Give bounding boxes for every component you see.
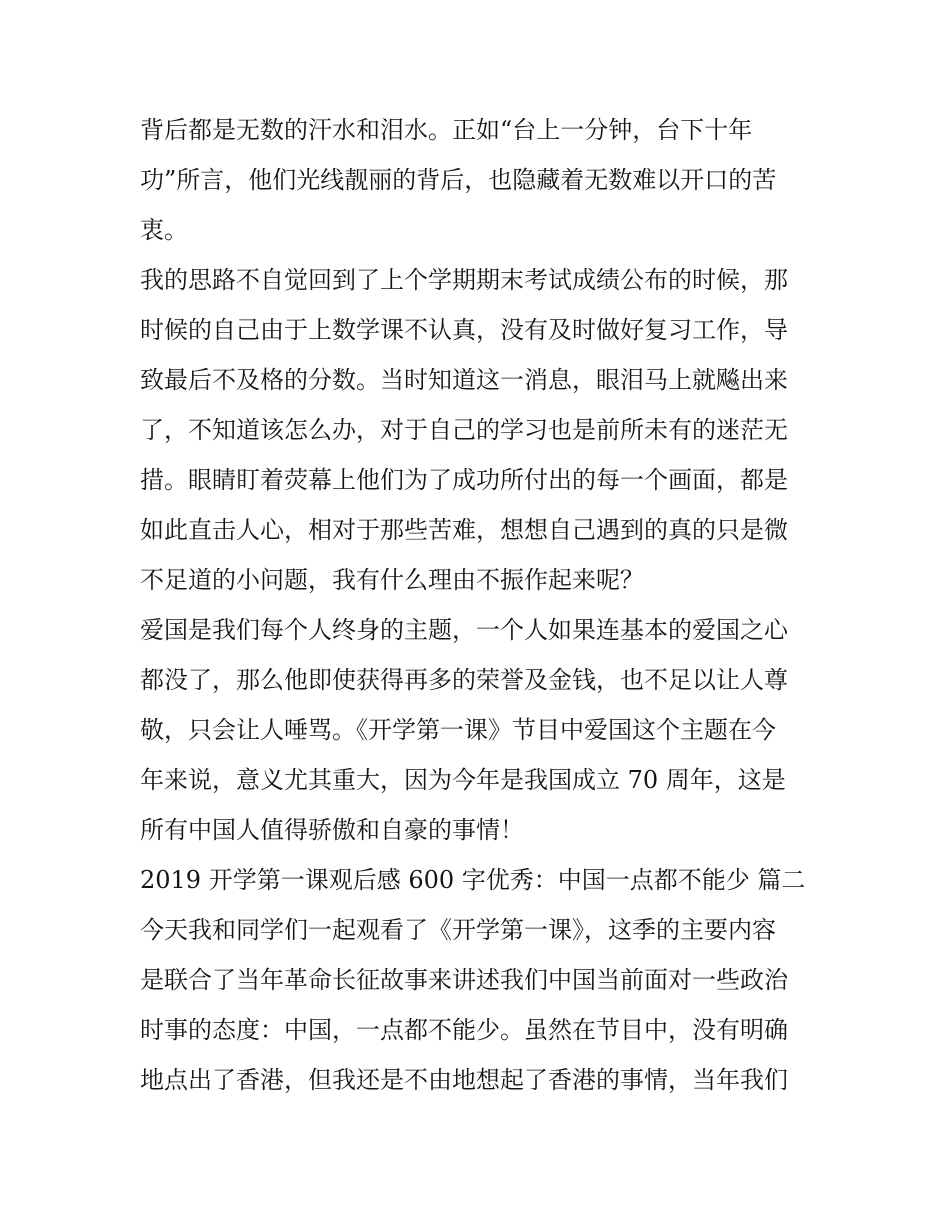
text-line: 我的思路不自觉回到了上个学期期末考试成绩公布的时候，那 <box>140 266 788 294</box>
text-line: 年来说，意义尤其重大，因为今年是我国成立 70 周年，这是 <box>140 766 786 794</box>
text-line: 衷。 <box>140 216 188 244</box>
text-line: 致最后不及格的分数。当时知道这一消息，眼泪马上就飚出来 <box>140 366 788 394</box>
text-line: 措。眼睛盯着荧幕上他们为了成功所付出的每一个画面，都是 <box>140 466 788 494</box>
text-line: 所有中国人值得骄傲和自豪的事情！ <box>140 816 524 844</box>
text-line: 功”所言，他们光线靓丽的背后，也隐藏着无数难以开口的苦 <box>140 166 777 194</box>
text-line: 时候的自己由于上数学课不认真，没有及时做好复习工作，导 <box>140 316 788 344</box>
text-line: 地点出了香港，但我还是不由地想起了香港的事情，当年我们 <box>140 1066 788 1094</box>
text-line: 今天我和同学们一起观看了《开学第一课》，这季的主要内容 <box>140 916 776 944</box>
text-line: 爱国是我们每个人终身的主题，一个人如果连基本的爱国之心 <box>140 616 788 644</box>
text-line: 不足道的小问题，我有什么理由不振作起来呢？ <box>140 566 644 594</box>
text-line: 背后都是无数的汗水和泪水。正如“台上一分钟，台下十年 <box>140 116 753 144</box>
text-line: 了，不知道该怎么办，对于自己的学习也是前所未有的迷茫无 <box>140 416 788 444</box>
text-line: 如此直击人心，相对于那些苦难，想想自己遇到的真的只是微 <box>140 516 788 544</box>
text-line: 都没了，那么他即使获得再多的荣誉及金钱，也不足以让人尊 <box>140 666 788 694</box>
section-heading: 2019 开学第一课观后感 600 字优秀：中国一点都不能少 篇二 <box>140 866 806 894</box>
text-line: 时事的态度：中国，一点都不能少。虽然在节目中，没有明确 <box>140 1016 788 1044</box>
text-line: 是联合了当年革命长征故事来讲述我们中国当前面对一些政治 <box>140 966 788 994</box>
text-line: 敬，只会让人唾骂。《开学第一课》节目中爱国这个主题在今 <box>140 716 776 744</box>
